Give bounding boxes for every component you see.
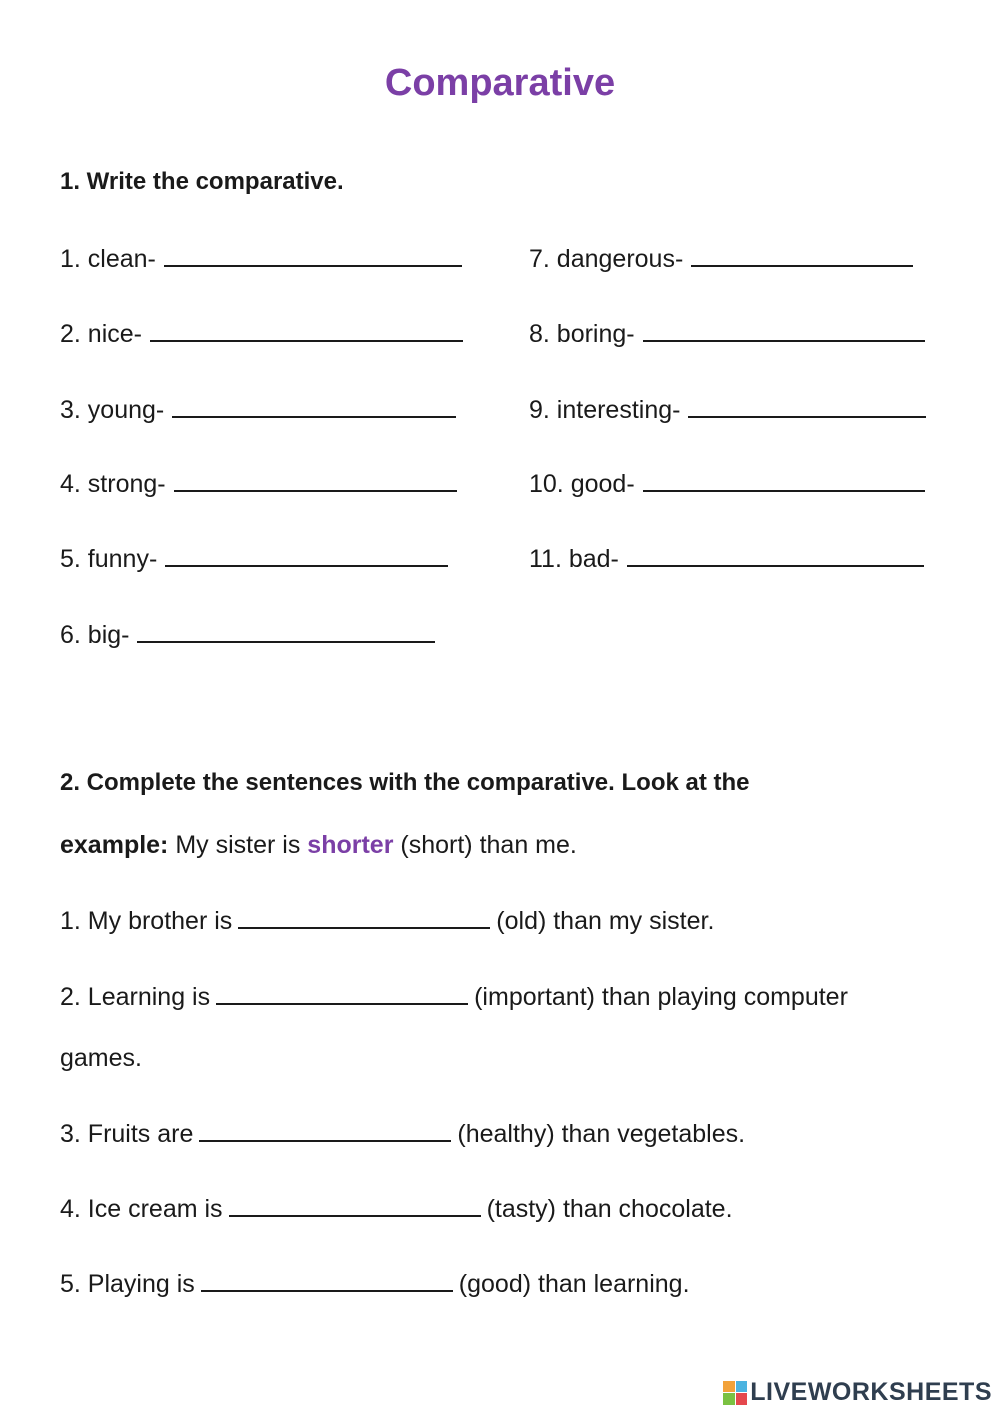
sentence-start: 3. Fruits are [60,1120,194,1148]
exercise1-word: 1. clean- [60,245,156,273]
exercise2-sentence [60,905,714,936]
answer-blank[interactable] [150,318,463,342]
sentence-start: 5. Playing is [60,1270,195,1298]
exercise2-sentence [60,981,848,1012]
exercise1-word: 2. nice- [60,320,142,348]
exercise1-word: 10. good- [529,470,635,498]
section2-heading: 2. Complete the sentences with the comparative. Look at the [60,769,750,796]
sentence-end: (old) than my sister. [496,907,715,935]
exercise1-word: 11. bad- [529,545,619,573]
exercise1-word: 3. young- [60,396,165,424]
page-title: Comparative [384,62,616,104]
answer-blank[interactable] [643,468,925,492]
exercise1-item [529,243,913,274]
answer-blank[interactable] [137,619,435,643]
sentence-end: (important) than playing computer [474,983,848,1011]
exercise1-item [60,318,463,349]
answer-blank[interactable] [199,1118,451,1142]
answer-blank[interactable] [201,1268,453,1292]
sentence-continuation: games. [60,1044,142,1072]
sentence-start: 1. My brother is [60,907,233,935]
example-sentence [60,830,577,860]
exercise1-item [60,543,448,574]
answer-blank[interactable] [643,318,925,342]
exercise1-item [529,318,925,349]
exercise2-sentence [60,1118,745,1149]
exercise1-word: 9. interesting- [529,396,681,424]
exercise1-word: 6. big- [60,621,130,649]
exercise1-word: 4. strong- [60,470,166,498]
answer-blank[interactable] [238,905,490,929]
exercise1-item [529,394,926,425]
answer-blank[interactable] [691,243,913,267]
sentence-end: (tasty) than chocolate. [486,1195,733,1223]
sentence-start: 4. Ice cream is [60,1195,223,1223]
sentence-end: (good) than learning. [458,1270,690,1298]
example-answer: shorter [307,831,394,859]
answer-blank[interactable] [165,543,448,567]
liveworksheets-logo[interactable] [723,1378,992,1407]
exercise1-item [529,468,925,499]
exercise2-sentence [60,1193,733,1224]
exercise1-word: 8. boring- [529,320,635,348]
exercise1-item [60,394,456,425]
sentence-end: (healthy) than vegetables. [457,1120,746,1148]
answer-blank[interactable] [216,981,468,1005]
sentence-start: 2. Learning is [60,983,211,1011]
answer-blank[interactable] [229,1193,481,1217]
liveworksheets-logo-icon [723,1381,747,1405]
answer-blank[interactable] [627,543,924,567]
exercise1-item [60,468,457,499]
answer-blank[interactable] [688,394,926,418]
example-text-end: (short) than me. [400,831,577,859]
exercise1-item [60,243,462,274]
exercise1-item [529,543,924,574]
exercise1-word: 7. dangerous- [529,245,684,273]
section1-heading: 1. Write the comparative. [60,168,344,195]
exercise1-word: 5. funny- [60,545,158,573]
exercise2-sentence [60,1268,690,1299]
exercise1-item [60,619,435,650]
logo-text: LIVEWORKSHEETS [750,1378,992,1406]
example-label: example: [60,831,169,859]
example-text-start: My sister is [175,831,301,859]
answer-blank[interactable] [164,243,462,267]
answer-blank[interactable] [174,468,457,492]
answer-blank[interactable] [172,394,456,418]
